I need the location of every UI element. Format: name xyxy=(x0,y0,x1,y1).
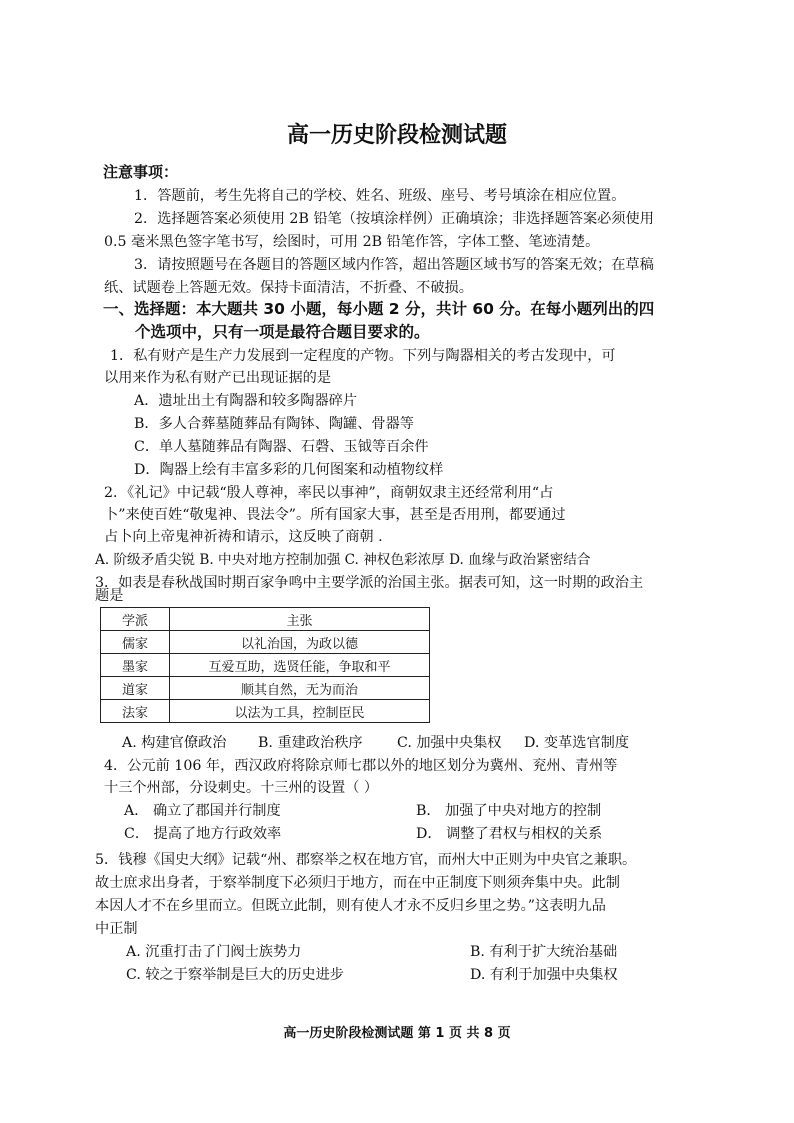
notice-heading: 注意事项： xyxy=(103,163,179,181)
q1-option-d: D．陶器上绘有丰富多彩的几何图案和动植物纹样 xyxy=(134,462,444,478)
q3-option-b: B. 重建政治秩序 xyxy=(258,735,363,751)
q5-option-b: B. 有利于扩大统治基础 xyxy=(470,944,618,960)
table-row xyxy=(101,654,430,677)
q5-option-d: D. 有利于加强中央集权 xyxy=(470,967,618,983)
question-1-stem-cont: 以用来作为私有财产已出现证据的是 xyxy=(104,370,332,386)
table-row xyxy=(101,631,430,654)
table-row xyxy=(101,677,430,700)
page-footer: 高一历史阶段检测试题 第 1 页 共 8 页 xyxy=(283,1026,511,1041)
q3-option-a: A. 构建官僚政治 xyxy=(122,735,227,751)
q3-option-c: C. 加强中央集权 xyxy=(397,735,502,751)
question-5-stem: 5．钱穆《国史大纲》记载“州、郡察举之权在地方官，而州大中正则为中央官之兼职。 xyxy=(95,852,637,868)
q1-option-a: A．遗址出土有陶器和较多陶器碎片 xyxy=(134,393,358,409)
question-2-stem-cont: 卜”来使百姓“敬鬼神、畏法令”。所有国家大事，甚至是否用刑，都要通过 xyxy=(104,507,566,523)
q4-option-a: A． 确立了郡国并行制度 xyxy=(124,803,281,819)
notice-line: 2．选择题答案必须使用 2B 铅笔（按填涂样例）正确填涂；非选择题答案必须使用 xyxy=(134,211,654,227)
notice-line: 0.5 毫米黑色签字笔书写，绘图时，可用 2B 铅笔作答，字体工整、笔迹清楚。 xyxy=(104,234,600,250)
table-cell: 以礼治国，为政以德 xyxy=(170,631,430,654)
q1-option-b: B．多人合葬墓随葬品有陶钵、陶罐、骨器等 xyxy=(134,416,414,432)
table-header-cell: 主张 xyxy=(170,608,430,631)
question-2-stem: 2．《礼记》中记载“殷人尊神，率民以事神”，商朝奴隶主还经常利用“占 xyxy=(104,485,554,501)
table-row xyxy=(101,700,430,723)
question-2-stem-cont: 占卜向上帝鬼神祈祷和请示，这反映了商朝 . xyxy=(104,529,383,545)
table-cell: 墨家 xyxy=(101,654,170,677)
q4-option-c: C． 提高了地方行政效率 xyxy=(124,826,282,842)
section-heading: 一、选择题：本大题共 30 小题，每小题 2 分，共计 60 分。在每小题列出的四 xyxy=(103,300,655,318)
question-5-stem-cont: 中正制 xyxy=(95,921,138,937)
notice-line: 3．请按照题号在各题目的答题区域内作答，超出答题区域书写的答案无效；在草稿 xyxy=(134,257,654,273)
q4-option-b: B． 加强了中央对地方的控制 xyxy=(416,803,602,819)
question-4-stem-cont: 十三个州部，分设刺史。十三州的设置（ ） xyxy=(104,780,379,796)
question-1-stem: 1．私有财产是生产力发展到一定程度的产物。下列与陶器相关的考古发现中，可 xyxy=(110,348,616,364)
table-cell: 儒家 xyxy=(101,631,170,654)
q4-option-d: D． 调整了君权与相权的关系 xyxy=(416,826,603,842)
q2-options: A. 阶级矛盾尖锐 B. 中央对地方控制加强 C. 神权色彩浓厚 D. 血缘与政治紧密结合 xyxy=(95,552,591,568)
question-3-stem-cont: 题是 xyxy=(95,588,124,604)
table-header-row xyxy=(101,608,430,631)
q5-option-c: C. 较之于察举制是巨大的历史进步 xyxy=(126,967,344,983)
q3-option-d: D. 变革选官制度 xyxy=(524,735,630,751)
schools-table xyxy=(100,607,430,723)
notice-line: 1．答题前，考生先将自己的学校、姓名、班级、座号、考号填涂在相应位置。 xyxy=(134,188,626,204)
table-cell: 顺其自然，无为而治 xyxy=(170,677,430,700)
table-cell: 互爱互助，选贤任能，争取和平 xyxy=(170,654,430,677)
table-cell: 以法为工具，控制臣民 xyxy=(170,700,430,723)
table-cell: 法家 xyxy=(101,700,170,723)
q1-option-c: C．单人墓随葬品有陶器、石磬、玉钺等百余件 xyxy=(134,439,429,455)
question-4-stem: 4．公元前 106 年，西汉政府将除京师七郡以外的地区划分为冀州、兖州、青州等 xyxy=(104,758,618,774)
section-heading-cont: 个选项中，只有一项是最符合题目要求的。 xyxy=(135,323,430,341)
table-cell: 道家 xyxy=(101,677,170,700)
table-header-cell: 学派 xyxy=(101,608,170,631)
question-3-stem: 3．如表是春秋战国时期百家争鸣中主要学派的治国主张。据表可知，这一时期的政治主 xyxy=(95,575,644,591)
page-title: 高一历史阶段检测试题 xyxy=(286,123,507,148)
q5-option-a: A. 沉重打击了门阀士族势力 xyxy=(126,944,302,960)
notice-line: 纸、试题卷上答题无效。保持卡面清洁，不折叠、不破损。 xyxy=(104,280,473,296)
question-5-stem-cont: 故士庶求出身者，于察举制度下必须归于地方，而在中正制度下则须奔集中央。此制 xyxy=(95,875,620,891)
question-5-stem-cont: 本因人才不在乡里而立。但既立此制，则有使人才永不反归乡里之势。”这表明九品 xyxy=(95,898,606,914)
